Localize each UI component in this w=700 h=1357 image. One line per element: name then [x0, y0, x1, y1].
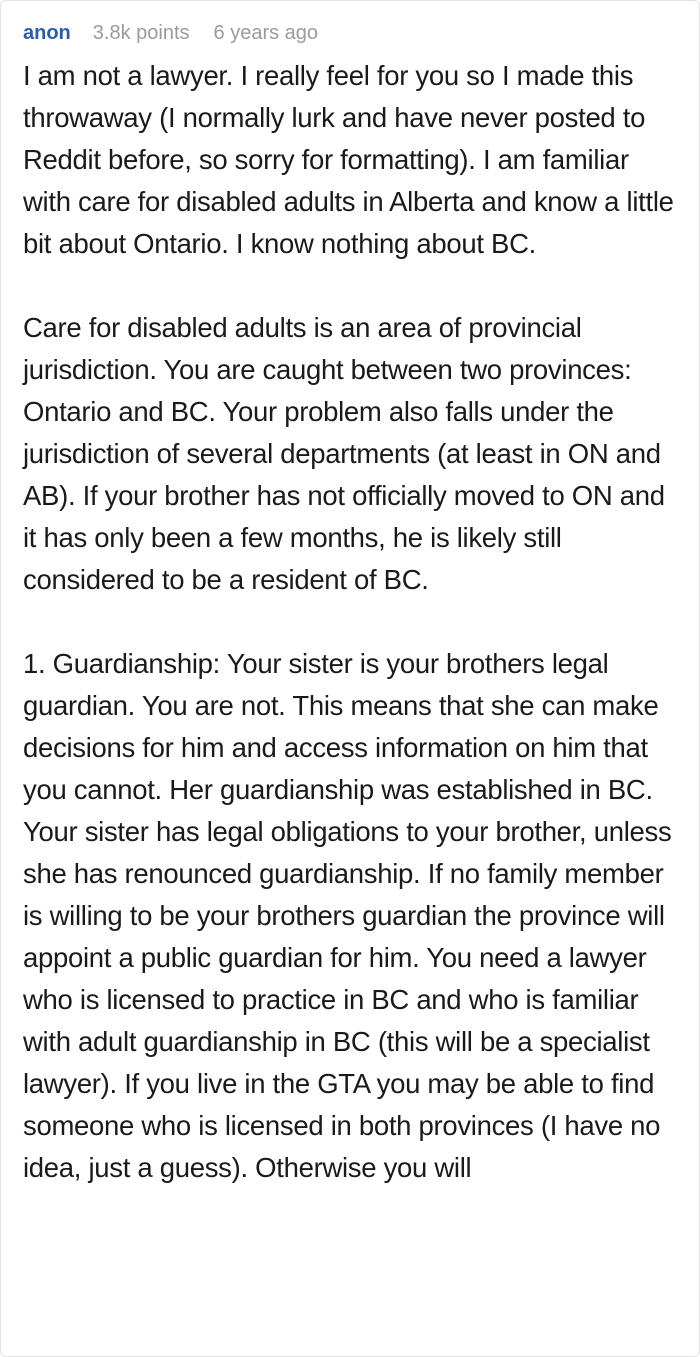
comment-header: [23, 17, 677, 45]
comment-paragraph: Care for disabled adults is an area of provincial jurisdiction. You are caught between two provinces: Ontario and BC. Your problem also falls under the jurisdiction of several departments (at least in ON and AB). If your brother has not officially moved to ON and it has only been a few months, he is likely still considered to be a resident of BC.: [23, 312, 665, 595]
comment-paragraph: 1. Guardianship: Your sister is your brothers legal guardian. You are not. This means that she can make decisions for him and access information on him that you cannot. Her guardianship was established in BC. Your sister has legal obligations to your brother, unless she has renounced guardianship. If no family member is willing to be your brothers guardian the province will appoint a public guardian for him. You need a lawyer who is licensed to practice in BC and who is familiar with adult guardianship in BC (this will be a specialist lawyer). If you live in the GTA you may be able to find someone who is licensed in both provinces (I have no idea, just a guess). Otherwise you will: [23, 648, 672, 1183]
comment-author-link[interactable]: anon: [23, 22, 71, 44]
comment-points: 3.8k points: [92, 22, 190, 44]
comment-body: [23, 55, 677, 1189]
comment-paragraph: I am not a lawyer. I really feel for you so I made this throwaway (I normally lurk and have never posted to Reddit before, so sorry for formatting). I am familiar with care for disabled adults in Alberta and know a little bit about Ontario. I know nothing about BC.: [23, 60, 674, 259]
comment-timestamp: 6 years ago: [213, 22, 319, 44]
